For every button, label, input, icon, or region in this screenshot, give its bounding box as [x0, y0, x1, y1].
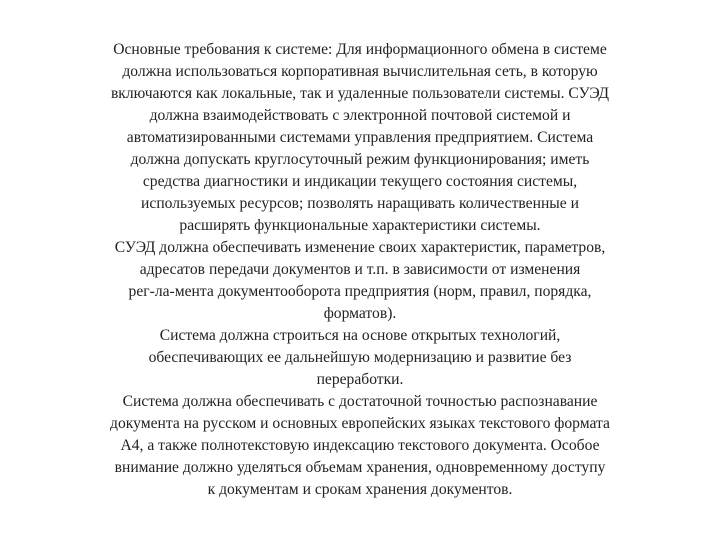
text-line: автоматизированными системами управления предприятием. Система — [126, 129, 594, 146]
text-line: включаются как локальные, так и удаленные пользователи системы. СУЭД — [110, 85, 610, 102]
body-text — [30, 39, 690, 501]
text-line: используемых ресурсов; позволять наращивать количественные и — [141, 195, 579, 212]
text-line: Система должна строиться на основе открытых технологий, — [159, 327, 561, 344]
text-line: внимание должно уделяться объемам хранения, одновременному доступу — [114, 459, 606, 476]
text-line: должна взаимодействовать с электронной почтовой системой и — [149, 107, 571, 124]
text-line: средства диагностики и индикации текущего состояния системы, — [142, 173, 578, 190]
text-line: рег-ла-мента документооборота предприятия (норм, правил, порядка, — [128, 283, 592, 300]
text-line: обеспечивающих ее дальнейшую модернизацию и развитие без — [148, 349, 572, 366]
text-line: Основные требования к системе: Для информационного обмена в системе — [113, 41, 607, 58]
text-line: Система должна обеспечивать с достаточной точностью распознавание — [122, 393, 598, 410]
text-line: адресатов передачи документов и т.п. в зависимости от изменения — [139, 261, 581, 278]
text-line: расширять функциональные характеристики системы. — [179, 217, 541, 234]
text-line: СУЭД должна обеспечивать изменение своих характеристик, параметров, — [114, 239, 606, 256]
text-line: А4, а также полнотекстовую индексацию текстового документа. Особое — [120, 437, 600, 454]
text-line: к документам и срокам хранения документов. — [207, 481, 513, 498]
text-line: документа на русском и основных европейских языках текстового формата — [110, 415, 610, 432]
text-line: форматов). — [323, 305, 397, 322]
text-line: должна допускать круглосуточный режим функционирования; иметь — [130, 151, 590, 168]
text-line: должна использоваться корпоративная вычислительная сеть, в которую — [122, 63, 598, 80]
text-line: переработки. — [316, 371, 404, 388]
